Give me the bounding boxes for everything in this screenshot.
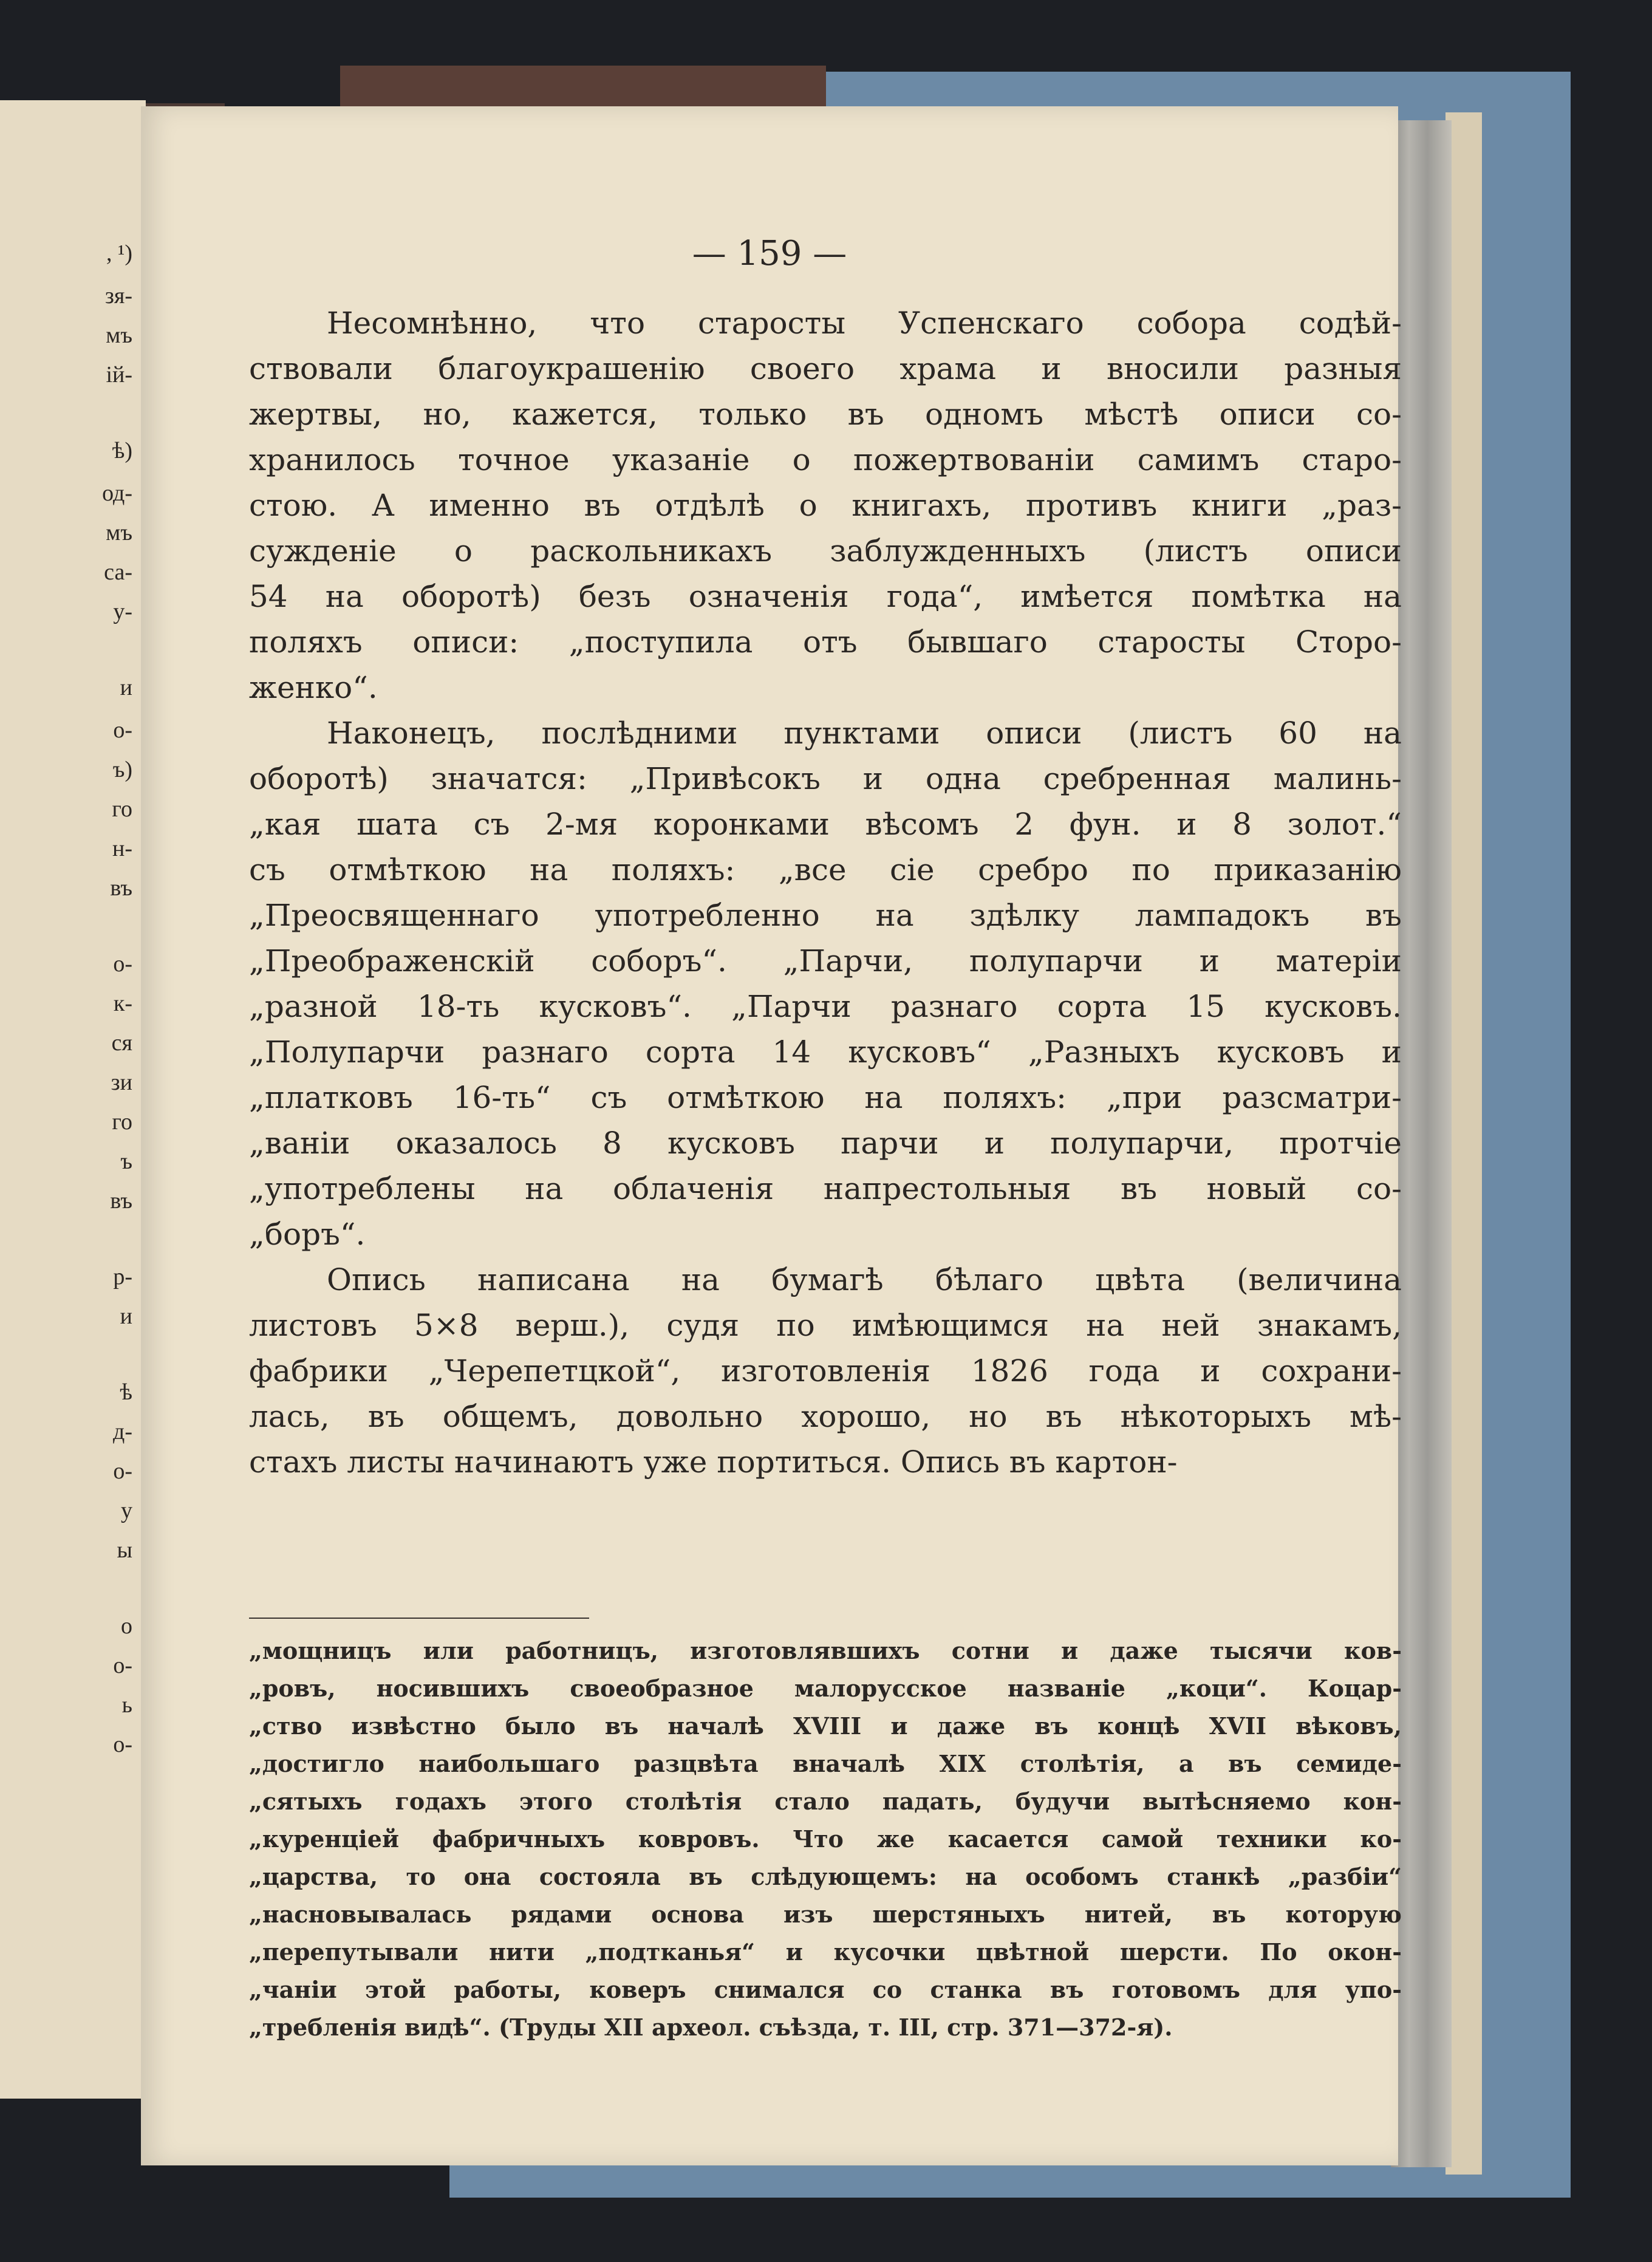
text-line: „кая шата съ 2-мя коронками вѣсомъ 2 фун. и 8 золот.“	[249, 807, 1402, 842]
main-text	[249, 301, 1402, 1485]
text-line: жертвы, но, кажется, только въ одномъ мѣстѣ описи со-	[249, 397, 1402, 432]
left-page-fragment: од-	[102, 480, 132, 506]
footnote-line: „царства, то она состояла въ слѣдующемъ: на особомъ станкѣ „разбіи“	[249, 1863, 1402, 1890]
left-page-fragment: са-	[104, 559, 132, 585]
text-line: „ваніи оказалось 8 кусковъ парчи и полупарчи, протчіе	[249, 1126, 1402, 1161]
text-line: лась, въ общемъ, довольно хорошо, но въ нѣкоторыхъ мѣ-	[249, 1399, 1402, 1434]
left-page-fragment: о-	[113, 951, 132, 977]
text-line: Наконецъ, послѣдними пунктами описи (листъ 60 на	[327, 716, 1402, 751]
left-page-fragment: и	[120, 675, 132, 700]
text-line: женко“.	[249, 670, 378, 705]
text-line: фабрики „Черепетцкой“, изготовленія 1826 года и сохрани-	[249, 1353, 1402, 1389]
left-page-fragment: ъ)	[112, 757, 132, 782]
left-page-fragment: , ¹)	[106, 241, 132, 266]
left-page-fragment: о	[121, 1613, 132, 1639]
text-line: листовъ 5×8 верш.), судя по имѣющимся на ней знакамъ,	[249, 1308, 1402, 1343]
text-line: Опись написана на бумагѣ бѣлаго цвѣта (величина	[327, 1262, 1402, 1297]
footnote-line: „мощницъ или работницъ, изготовлявшихъ сотни и даже тысячи ков-	[249, 1637, 1402, 1664]
text-line: 54 на оборотѣ) безъ означенія года“, имѣется помѣтка на	[249, 579, 1402, 614]
left-page-fragment: у-	[113, 599, 132, 624]
text-line: „боръ“.	[249, 1217, 366, 1252]
text-line: „Преосвященнаго употребленно на здѣлку лампадокъ въ	[249, 898, 1402, 933]
left-page-fragment: ѣ	[120, 1379, 132, 1405]
text-line: „Полупарчи разнаго сорта 14 кусковъ“ „Разныхъ кусковъ и	[249, 1034, 1402, 1070]
footnote-rule	[249, 1618, 589, 1619]
left-page-fragment: го	[112, 1109, 132, 1135]
footnote-line: „сятыхъ годахъ этого столѣтія стало падать, будучи вытѣсняемо кон-	[249, 1788, 1402, 1815]
page-number: — 159 —	[692, 234, 847, 273]
left-page-fragment: въ	[110, 875, 132, 901]
footnote	[249, 1632, 1402, 2046]
left-page-fragment: о-	[113, 717, 132, 743]
text-line: Несомнѣнно, что старосты Успенскаго собора содѣй-	[327, 306, 1402, 341]
left-page-fragment: ѣ)	[112, 438, 132, 463]
text-line: „употреблены на облаченія напрестольныя въ новый со-	[249, 1171, 1402, 1206]
text-line: хранилось точное указаніе о пожертвованіи самимъ старо-	[249, 442, 1402, 477]
text-line: съ отмѣткою на поляхъ: „все сіе сребро по приказанію	[249, 852, 1402, 887]
left-page-fragment: о-	[113, 1458, 132, 1484]
left-page-fragment: зя-	[104, 283, 132, 309]
left-page-fragment: мъ	[106, 520, 132, 545]
footnote-line: „чаніи этой работы, коверъ снимался со станка въ готовомъ для упо-	[249, 1976, 1402, 2003]
left-page-fragment: к-	[113, 991, 132, 1016]
left-page-fragment: ъ	[120, 1149, 132, 1174]
left-page-fragment: зи	[111, 1070, 132, 1095]
right-page	[141, 106, 1402, 2165]
footnote-line: „достигло наибольшаго разцвѣта вначалѣ XIX столѣтія, а въ семиде-	[249, 1750, 1402, 1777]
footnote-line: „ровъ, носившихъ своеобразное малорусское названіе „коци“. Коцар-	[249, 1675, 1402, 1702]
left-page-fragment: го	[112, 796, 132, 822]
left-page-fragment: въ	[110, 1188, 132, 1214]
text-line: „платковъ 16-ть“ съ отмѣткою на поляхъ: „при разсматри-	[249, 1080, 1402, 1115]
footnote-line: „требленія видѣ“. (Труды XII археол. съѣзда, т. III, стр. 371—372-я).	[249, 2014, 1173, 2041]
left-page-fragment: у	[121, 1498, 132, 1523]
left-page-fragment: н-	[112, 836, 132, 861]
text-line: сужденіе о раскольникахъ заблужденныхъ (листъ описи	[249, 533, 1402, 569]
left-page-fragment: ы	[117, 1537, 132, 1563]
footnote-line: „насновывалась рядами основа изъ шерстяныхъ нитей, въ которую	[249, 1901, 1402, 1928]
left-page-fragment: ій-	[106, 362, 132, 388]
left-page-fragment: р-	[113, 1264, 132, 1290]
text-line: ствовали благоукрашенію своего храма и вносили разныя	[249, 351, 1402, 386]
text-line: „Преображенскій соборъ“. „Парчи, полупарчи и матеріи	[249, 943, 1402, 979]
text-line: стою. А именно въ отдѣлѣ о книгахъ, противъ книги „раз-	[249, 488, 1402, 523]
left-page-fragment: о-	[113, 1653, 132, 1678]
text-line: поляхъ описи: „поступила отъ бывшаго старосты Сторо-	[249, 624, 1402, 660]
footnote-line: „куренціей фабричныхъ ковровъ. Что же касается самой техники ко-	[249, 1825, 1402, 1853]
footnote-line: „перепутывали нити „подтканья“ и кусочки цвѣтной шерсти. По окон-	[249, 1938, 1402, 1966]
left-page	[0, 100, 146, 2099]
left-page-fragment: мъ	[106, 323, 132, 348]
text-line: „разной 18-ть кусковъ“. „Парчи разнаго сорта 15 кусковъ.	[249, 989, 1402, 1024]
left-page-fragment: ь	[121, 1692, 132, 1718]
footnote-line: „ство извѣстно было въ началѣ XVIII и даже въ концѣ XVII вѣковъ,	[249, 1712, 1402, 1740]
left-page-fragment: и	[120, 1304, 132, 1329]
left-page-fragment: о-	[113, 1732, 132, 1757]
left-page-fragment: ся	[111, 1030, 132, 1056]
left-page-fragments	[0, 100, 146, 2099]
text-line: стахъ листы начинаютъ уже портиться. Опись въ картон-	[249, 1444, 1178, 1480]
left-page-fragment: д-	[113, 1419, 132, 1444]
text-line: оборотѣ) значатся: „Привѣсокъ и одна сребренная малинь-	[249, 761, 1402, 796]
